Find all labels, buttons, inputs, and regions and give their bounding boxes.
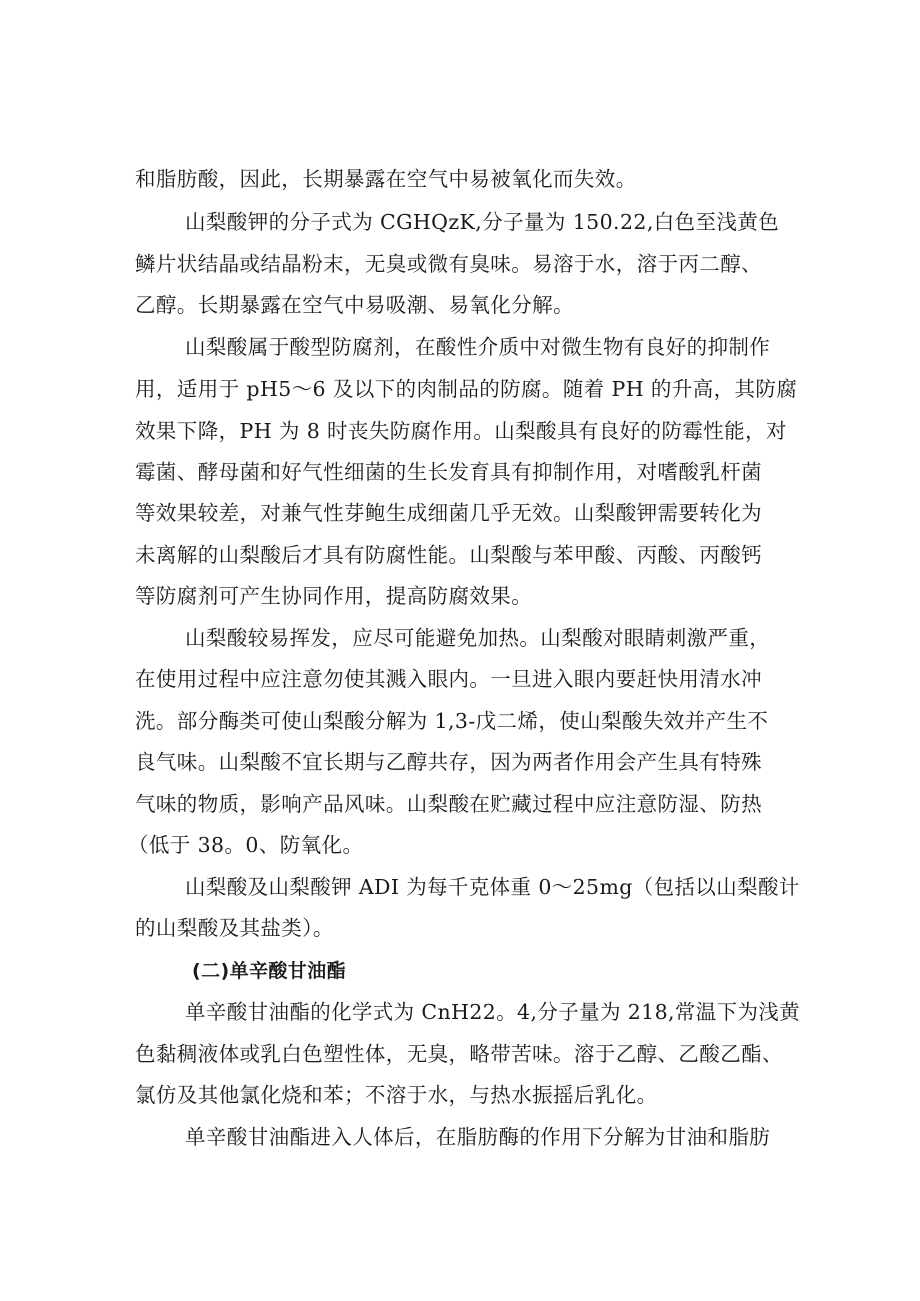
text-line: 和脂肪酸，因此，长期暴露在空气中易被氧化而失效。 bbox=[135, 167, 637, 191]
text-line: 效果下降，PH 为 8 时丧失防腐作用。山梨酸具有良好的防霉性能，对 bbox=[135, 419, 787, 443]
text-line: 良气味。山梨酸不宜长期与乙醇共存，因为两者作用会产生具有特殊 bbox=[135, 750, 762, 774]
text-line: 色黏稠液体或乳白色塑性体，无臭，略带苦味。溶于乙醇、乙酸乙酯、 bbox=[135, 1042, 783, 1066]
paragraph-first-line: 山梨酸及山梨酸钾 ADI 为每千克体重 0～25mg（包括以山梨酸计 bbox=[185, 875, 800, 899]
text-line: 在使用过程中应注意勿使其溅入眼内。一旦进入眼内要赶快用清水冲 bbox=[135, 667, 762, 691]
text-line: 的山梨酸及其盐类）。 bbox=[135, 916, 334, 940]
paragraph-first-line: 单辛酸甘油酯的化学式为 CnH22。4,分子量为 218,常温下为浅黄 bbox=[185, 1000, 801, 1024]
section-heading: (二)单辛酸甘油酯 bbox=[192, 960, 346, 982]
text-line: 氯仿及其他氯化烧和苯；不溶于水，与热水振摇后乳化。 bbox=[135, 1083, 658, 1107]
paragraph-first-line: 山梨酸较易挥发，应尽可能避免加热。山梨酸对眼睛刺激严重， bbox=[185, 626, 771, 650]
text-line: （低于 38。0、防氧化。 bbox=[128, 833, 364, 857]
paragraph-first-line: 单辛酸甘油酯进入人体后，在脂肪酶的作用下分解为甘油和脂肪 bbox=[185, 1125, 771, 1149]
text-line: 等防腐剂可产生协同作用，提高防腐效果。 bbox=[135, 584, 533, 608]
paragraph-first-line: 山梨酸属于酸型防腐剂，在酸性介质中对微生物有良好的抑制作 bbox=[185, 335, 771, 359]
text-line: 等效果较差，对兼气性芽鲍生成细菌几乎无效。山梨酸钾需要转化为 bbox=[135, 501, 762, 525]
text-line: 未离解的山梨酸后才具有防腐性能。山梨酸与苯甲酸、丙酸、丙酸钙 bbox=[135, 543, 762, 567]
text-line: 霉菌、酵母菌和好气性细菌的生长发育具有抑制作用，对嗜酸乳杆菌 bbox=[135, 460, 762, 484]
text-line: 鳞片状结晶或结晶粉末，无臭或微有臭味。易溶于水，溶于丙二醇、 bbox=[135, 252, 762, 276]
text-line: 乙醇。长期暴露在空气中易吸潮、易氧化分解。 bbox=[135, 293, 574, 317]
text-line: 气味的物质，影响产品风味。山梨酸在贮藏过程中应注意防湿、防热 bbox=[135, 792, 762, 816]
text-line: 洗。部分酶类可使山梨酸分解为 1,3-戊二烯，使山梨酸失效并产生不 bbox=[135, 709, 769, 733]
paragraph-first-line: 山梨酸钾的分子式为 CGHQzK,分子量为 150.22,白色至浅黄色 bbox=[185, 210, 780, 234]
text-line: 用，适用于 pH5～6 及以下的肉制品的防腐。随着 PH 的升高，其防腐 bbox=[135, 377, 798, 401]
